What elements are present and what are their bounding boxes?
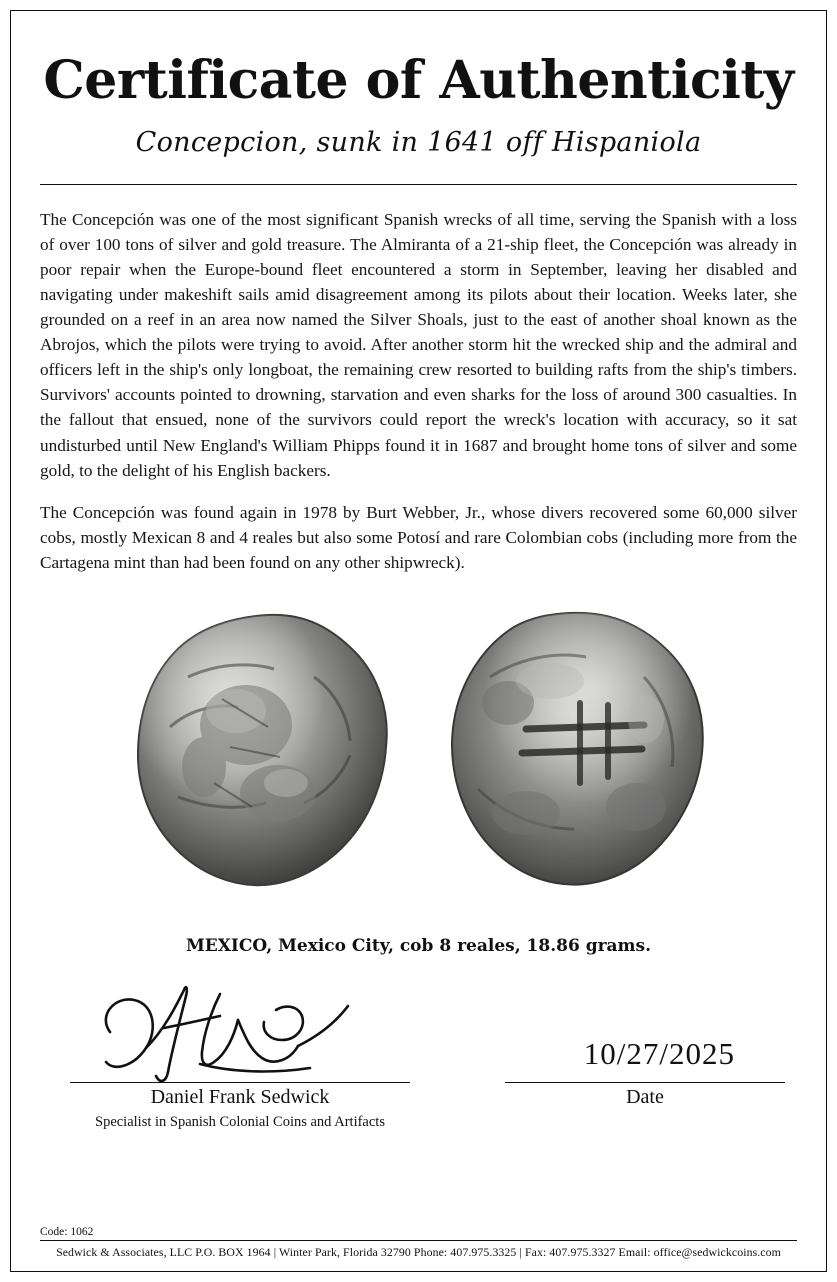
paragraph-one: The Concepción was one of the most significant Spanish wrecks of all time, serving the Spanish with a loss of over 100 tons of silver and gold treasure. The Almiranta of a 21-ship fleet, the Concepción was already in poor repair when the Europe-bound fleet encountered a storm in September, leaving her disabled and navigating under makeshift sails amid disagreement among its pilots about their location. Weeks later, she grounded on a reef in an area now named the Silver Shoals, just to the east of another shoal known as the Abrojos, which the pilots were trying to avoid. After another storm hit the wrecked ship and the admiral and officers left in the ship's only longboat, the remaining crew resorted to building rafts from the ship's timbers. Survivors' accounts pointed to drowning, starvation and even sharks for the loss of around 300 casualties. In the fallout that ensued, none of the survivors could report the wreck's location with accuracy, so it sat undisturbed until New England's William Phipps found it in 1687 and brought home tons of silver and some gold, to the delight of his English backers. [40, 209, 797, 480]
certificate-code: Code: 1062 [40, 1226, 94, 1238]
page-subtitle: Concepcion, sunk in 1641 off Hispaniola [135, 126, 702, 158]
signatory-name: Daniel Frank Sedwick [150, 1086, 330, 1109]
coin-reverse-image [430, 607, 720, 907]
date-label: Date [626, 1086, 664, 1109]
coin-caption: MEXICO, Mexico City, cob 8 reales, 18.86 grams. [185, 936, 652, 957]
coin-obverse-image [118, 607, 408, 907]
footer-divider [40, 1240, 797, 1241]
coin-images [40, 592, 797, 922]
coin-obverse-svg [118, 607, 408, 907]
signature-line [70, 1082, 410, 1083]
signatory-role: Specialist in Spanish Colonial Coins and Artifacts [95, 1114, 385, 1131]
date-line [505, 1082, 785, 1083]
signature-image [80, 976, 380, 1086]
signature-area [40, 974, 797, 1131]
certificate-content [40, 36, 797, 1246]
company-contact-line: Sedwick & Associates, LLC P.O. BOX 1964 | Winter Park, Florida 32790 Phone: 407.975.3325 | Fax: 407.975.3327 Email: office@sedwickcoins.com [56, 1245, 781, 1259]
page-footer [40, 1226, 797, 1260]
page-title: Certificate of Authenticity [43, 50, 794, 111]
coin-reverse-svg [430, 607, 720, 907]
paragraph-two: The Concepción was found again in 1978 by Burt Webber, Jr., whose divers recovered some 60,000 silver cobs, mostly Mexican 8 and 4 reales but also some Potosí and rare Colombian cobs (including more from the Cartagena mint than had been found on any other shipwreck). [40, 502, 797, 573]
date-value: 10/27/2025 [583, 1036, 735, 1072]
header-divider [40, 184, 797, 185]
description-text [40, 207, 797, 576]
